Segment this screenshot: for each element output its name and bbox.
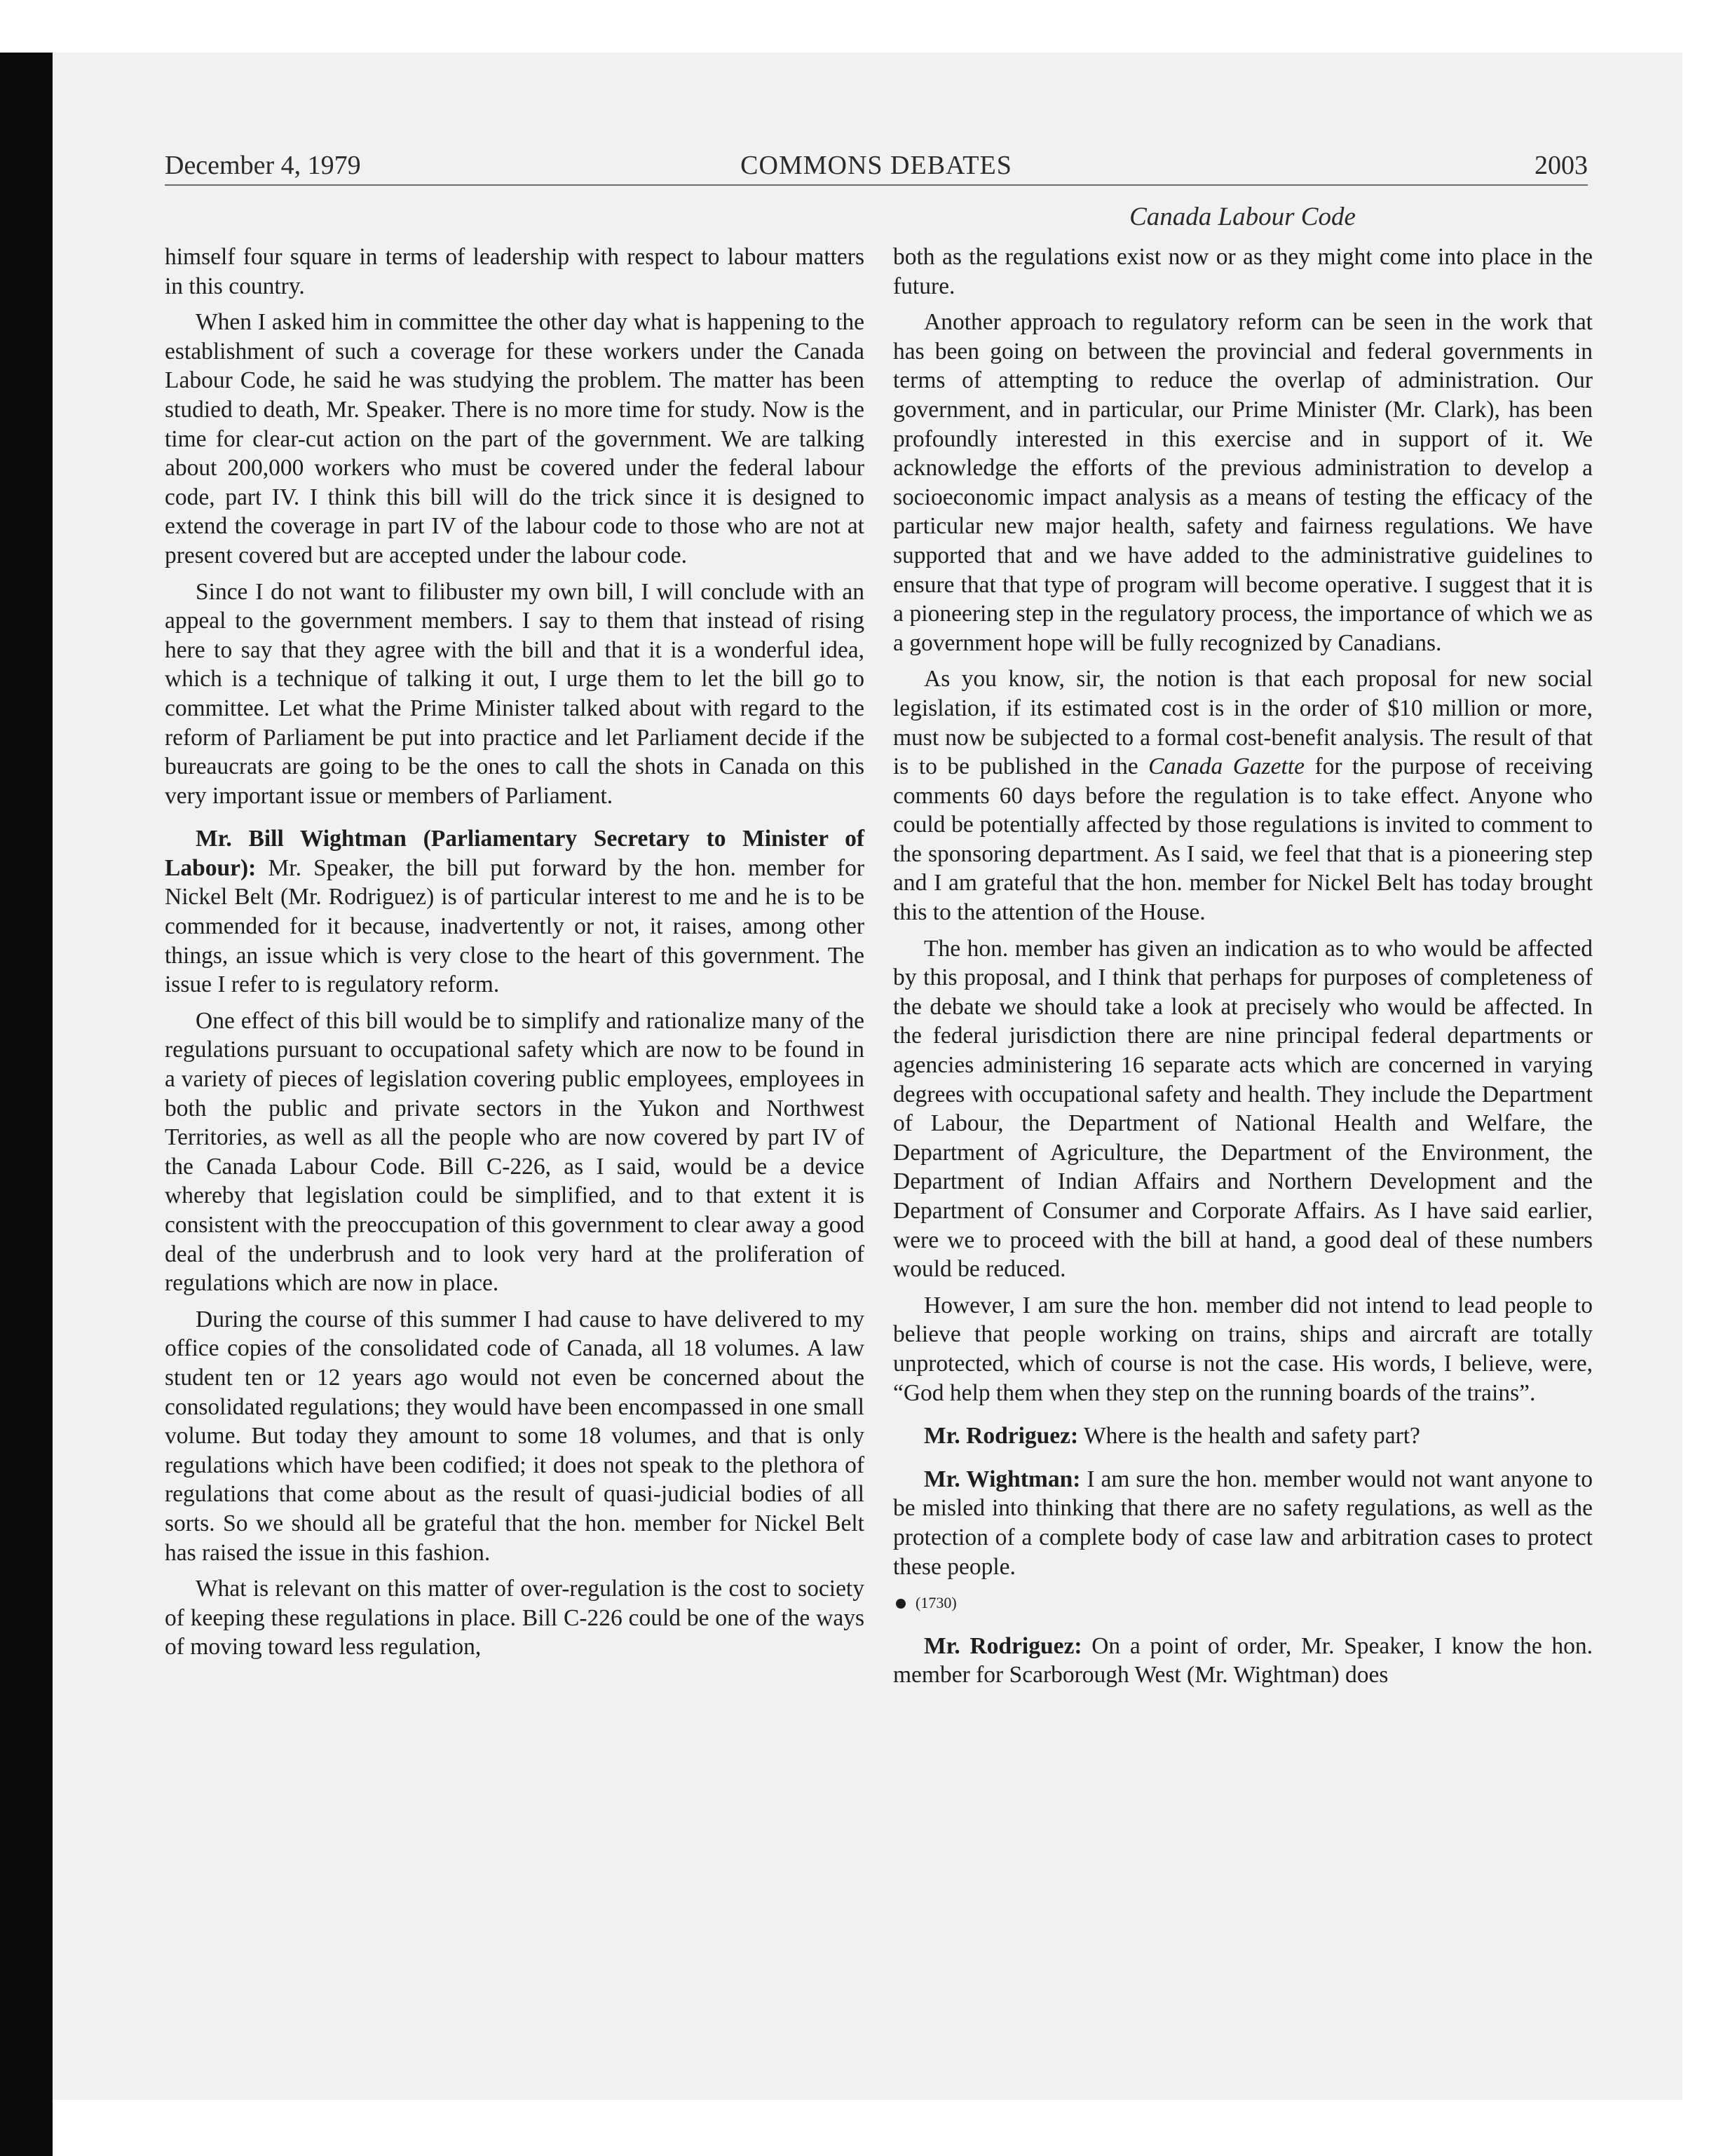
- speech-text: Where is the health and safety part?: [1078, 1423, 1420, 1449]
- header-date: December 4, 1979: [165, 151, 361, 180]
- speaker-name: Mr. Wightman:: [924, 1466, 1081, 1492]
- speaker-name: Mr. Rodriguez:: [924, 1423, 1079, 1449]
- right-column: [893, 243, 1593, 1697]
- paragraph: One effect of this bill would be to simplify and rationalize many of the regulations pursuant to occupational safety which are now to be found in a variety of pieces of legislation covering public employees, employees in both the public and private sectors in the Yukon and Northwest Territories, as well as all the people who are now covered by part IV of the Canada Labour Code. Bill C-226, as I said, would be a device whereby that legislation could be simplified, and to that extent it is consistent with the preoccupation of this government to clear away a good deal of the underbrush and to look very hard at the proliferation of regulations which are now in place.: [165, 1007, 864, 1297]
- running-head: [165, 150, 1588, 192]
- header-publication: COMMONS DEBATES: [740, 151, 1012, 180]
- scan-margin: [0, 0, 1735, 53]
- speech-paragraph: [893, 1632, 1593, 1690]
- paragraph: himself four square in terms of leadership with respect to labour matters in this country.: [165, 244, 864, 299]
- speech-text: Mr. Speaker, the bill put forward by the hon. member for Nickel Belt (Mr. Rodriguez) is of particular interest to me and he is to be commended for it because, inadvertently or not, it raises, among other things, an issue which is very close to the heart of this government. The issue I refer to is regulatory reform.: [165, 854, 864, 998]
- header-rule: [165, 184, 1588, 186]
- left-column: [165, 243, 864, 1669]
- paragraph: However, I am sure the hon. member did not intend to lead people to believe that people working on trains, ships and aircraft are totally unprotected, which of course is not the case. His words, I believe, were, “God help them when they step on the running boards of the trains”.: [893, 1292, 1593, 1406]
- header-page-number: 2003: [1535, 151, 1588, 180]
- scan-border: [0, 0, 53, 2156]
- speech-text: On a point of order, Mr. Speaker, I know the hon. member for Scarborough West (Mr. Wightman) does: [893, 1632, 1593, 1688]
- time-stamp-text: (1730): [916, 1594, 957, 1612]
- paragraph: When I asked him in committee the other day what is happening to the establishment of such a coverage for these workers under the Canada Labour Code, he said he was studying the problem. The matter has been studied to death, Mr. Speaker. There is no more time for study. Now is the time for clear-cut action on the part of the government. We are talking about 200,000 workers who must be covered under the federal labour code, part IV. I think this bill will do the trick since it is designed to extend the coverage in part IV of the labour code to those who are not at present covered but are accepted under the labour code.: [165, 309, 864, 568]
- paragraph: [893, 664, 1593, 927]
- speech-text: I am sure the hon. member would not want anyone to be misled into thinking that there are no safety regulations, as well as the protection of a complete body of case law and arbitration cases to protect these people.: [893, 1466, 1593, 1580]
- section-title: Canada Labour Code: [1129, 203, 1356, 231]
- paragraph: Another approach to regulatory reform can be seen in the work that has been going on between the provincial and federal governments in terms of attempting to reduce the overlap of administration. Our government, and in particular, our Prime Minister (Mr. Clark), has been profoundly interested in this exercise and in support of it. We acknowledge the efforts of the previous administration to develop a socioeconomic impact analysis as a means of testing the efficacy of the particular new major health, safety and fairness regulations. We have supported that and we have added to the administrative guidelines to ensure that that type of program will become operative. I suggest that it is a pioneering step in the regulatory process, the importance of which we as a government hope will be fully recognized by Canadians.: [893, 309, 1593, 656]
- speech-paragraph: [165, 824, 864, 999]
- speaker-name: Mr. Rodriguez:: [924, 1632, 1082, 1659]
- paragraph: Since I do not want to filibuster my own bill, I will conclude with an appeal to the government members. I say to them that instead of rising here to say that they agree with the bill and that it is a wonderful idea, which is a technique of talking it out, I urge them to let the bill go to committee. Let what the Prime Minister talked about with regard to the reform of Parliament be put into practice and let Parliament decide if the bureaucrats are going to be the ones to call the shots in Canada on this very important issue or members of Parliament.: [165, 578, 864, 809]
- paragraph-text: for the purpose of receiving comments 60 days before the regulation is to take effect. Anyone who could be potentially affected by those regulations is invited to comment to the sponsoring department. As I said, we feel that that is a pioneering step and I am grateful that the hon. member for Nickel Belt has today brought this to the attention of the House.: [893, 753, 1593, 926]
- paragraph-text: As you know, sir, the notion is that each proposal for new social legislation, if its estimated cost is in the order of $10 million or more, must now be subjected to a formal cost-benefit analysis. The result of that is to be published in the: [893, 666, 1593, 780]
- time-stamp: [893, 1588, 1593, 1618]
- speech-paragraph: [893, 1421, 1593, 1451]
- paragraph: During the course of this summer I had cause to have delivered to my office copies of the consolidated code of Canada, all 18 volumes. A law student ten or 12 years ago would not even be concerned about the consolidated regulations; they would have been encompassed in one small volume. But today they amount to some 18 volumes, and that is only regulations which have been codified; it does not speak to the plethora of regulations that come about as the result of quasi-judicial bodies of all sorts. So we should all be grateful that the hon. member for Nickel Belt has raised the issue in this fashion.: [165, 1306, 864, 1566]
- speech-paragraph: [893, 1465, 1593, 1581]
- paragraph: both as the regulations exist now or as they might come into place in the future.: [893, 244, 1593, 299]
- publication-name: Canada Gazette: [1148, 753, 1305, 780]
- speaker-name: Mr. Bill Wightman (Parliamentary Secretary to Minister of Labour):: [165, 826, 864, 881]
- paragraph: The hon. member has given an indication as to who would be affected by this proposal, and I think that perhaps for purposes of completeness of the debate we should take a look at precisely who would be affected. In the federal jurisdiction there are nine principal federal departments or agencies administering 16 separate acts which are concerned in varying degrees with occupational safety and health. They include the Department of Labour, the Department of National Health and Welfare, the Department of Agriculture, the Department of the Environment, the Department of Indian Affairs and Northern Development and the Department of Consumer and Corporate Affairs. As I have said earlier, were we to proceed with the bill at hand, a good deal of these numbers would be reduced.: [893, 935, 1593, 1283]
- bullet-icon: [896, 1599, 906, 1609]
- paragraph: What is relevant on this matter of over-regulation is the cost to society of keeping these regulations in place. Bill C-226 could be one of the ways of moving toward less regulation,: [165, 1576, 864, 1660]
